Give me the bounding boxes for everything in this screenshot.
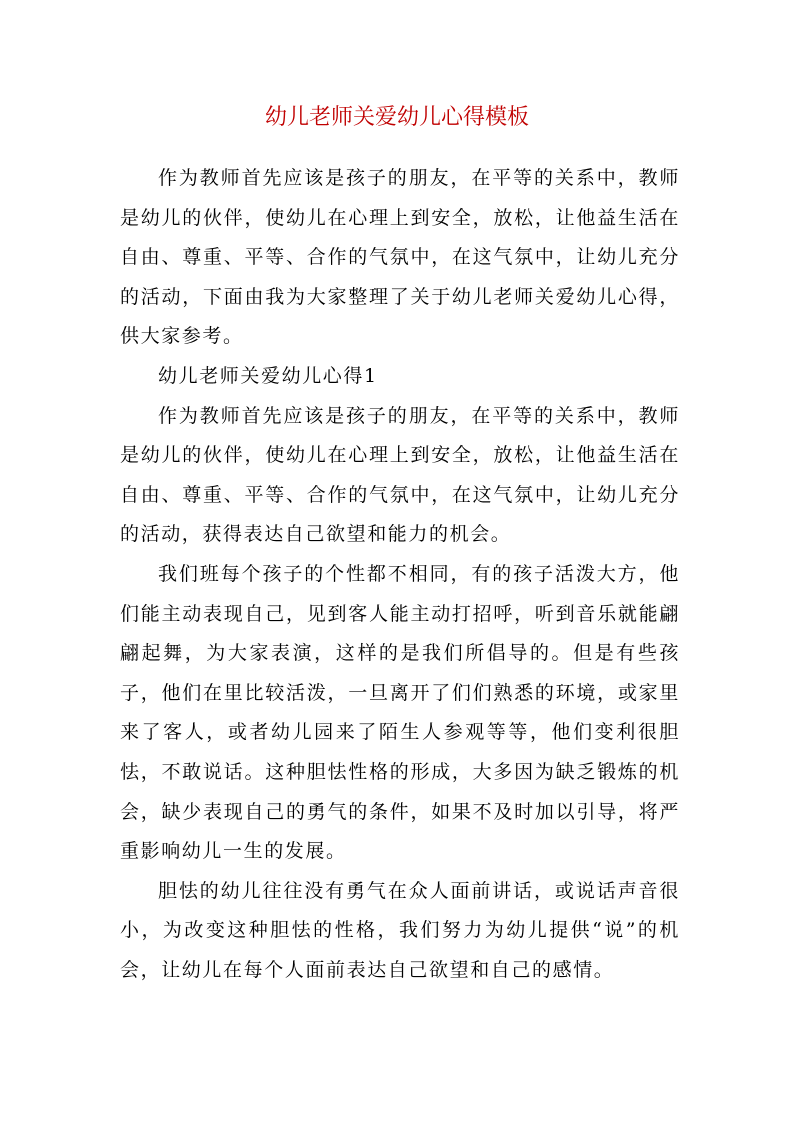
body-paragraph-1: 作为教师首先应该是孩子的朋友，在平等的关系中，教师是幼儿的伙伴，使幼儿在心理上到安全，放松，让他益生活在自由、尊重、平等、合作的气氛中，在这气氛中，让幼儿充分的活动，获得表达自己欲望和能力的机会。 — [120, 404, 680, 546]
intro-paragraph: 作为教师首先应该是孩子的朋友，在平等的关系中，教师是幼儿的伙伴，使幼儿在心理上到安全，放松，让他益生活在自由、尊重、平等、合作的气氛中，在这气氛中，让幼儿充分的活动，下面由我为大家整理了关于幼儿老师关爱幼儿心得，供大家参考。 — [120, 167, 680, 348]
body-paragraph-2: 我们班每个孩子的个性都不相同，有的孩子活泼大方，他们能主动表现自己，见到客人能主动打招呼，听到音乐就能翩翩起舞，为大家表演，这样的是我们所倡导的。但是有些孩子，他们在里比较活泼，一旦离开了们们熟悉的环境，或家里来了客人，或者幼儿园来了陌生人参观等等，他们变利很胆怯，不敢说话。这种胆怯性格的形成，大多因为缺乏锻炼的机会，缺少表现自己的勇气的条件，如果不及时加以引导，将严重影响幼儿一生的发展。 — [120, 562, 680, 863]
body-paragraph-3: 胆怯的幼儿往往没有勇气在众人面前讲话，或说话声音很小，为改变这种胆怯的性格，我们努力为幼儿提供“说”的机会，让幼儿在每个人面前表达自己欲望和自己的感情。 — [120, 879, 680, 981]
document-body — [120, 159, 680, 990]
document-title: 幼儿老师关爱幼儿心得模板 — [264, 105, 529, 130]
section-heading: 幼儿老师关爱幼儿心得1 — [158, 364, 378, 387]
